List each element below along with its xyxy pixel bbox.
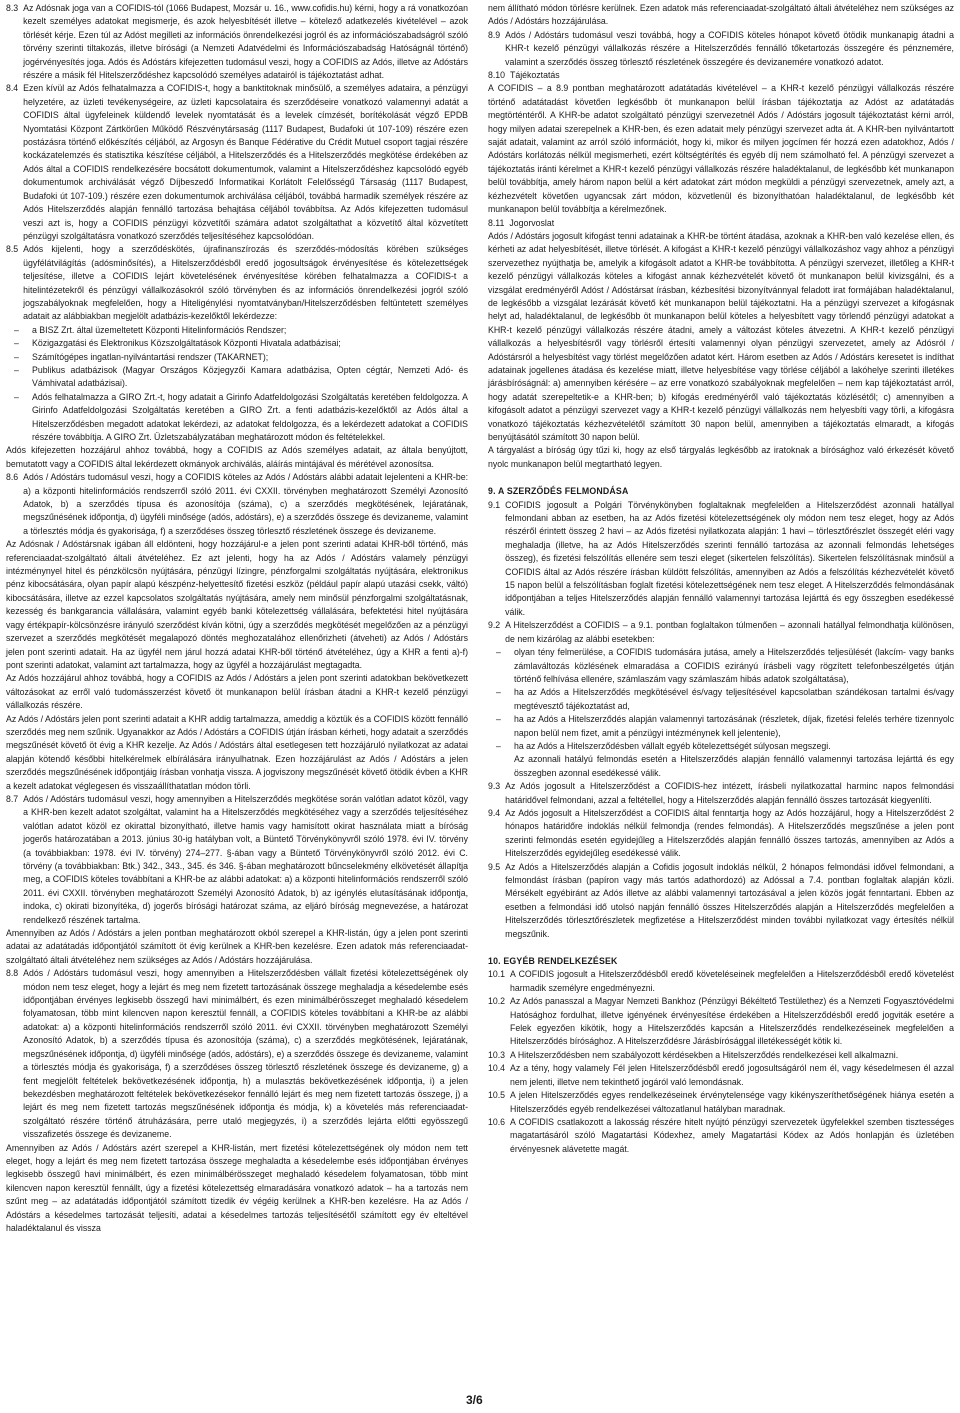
section-8-11 (488, 217, 954, 230)
paragraph: Az Adós jogosult a Hitelszerződést a COFIDIS által fenntartja hogy az Adós hozzájárul, hogy a Hitelszerződést 2 hónapos határidőre indoklás nélkül felmondja (rendes felmondás). A Hitelszerződés megszűnése a jelen pont szerinti felmondás esetén egyidejűleg a Hitelszerződés alapján fennálló összes tartozás, amennyiben az Adós a Hitelszerződés egyidejűleg esedékessé válik. (505, 807, 954, 859)
paragraph: Az Adósnak joga van a COFIDIS-tól (1066 Budapest, Mozsár u. 16., www.cofidis.hu) kérni, hogy a rá vonatkozóan kezelt személyes adatokat megismerje, és azok helyesbítését illetve – kötelező adatkezelés kivételével – azok törlését kérje. Ezen túl az Adóst megilleti az információs önrendelkezési jogról és az információszabadságról szóló törvény szerinti tiltakozás, illetve bírósági (a Nemzeti Adatvédelmi és Információszabadság Hatóságnál történő) jogérvényesítés joga. Adós és Adóstárs kifejezetten tudomásul veszi, hogy a COFIDIS az Adós, illetve az Adóstárs részére a másik fél Hitelszerződéshez kapcsolódó személyes adatairól is tájékoztatást adhat. (23, 3, 468, 81)
section-number: 8.6 (6, 472, 19, 483)
subheading: Tájékoztatás (510, 70, 560, 81)
section-number: 9.2 (488, 620, 501, 631)
list-item: – olyan tény felmerülése, a COFIDIS tudomására jutása, amely a Hitelszerződés teljesülését (lakcím- vagy banks zámlaváltozás közlésének elmaradása a COFIDIS ezirányú írásbeli vagy rögzített telefonbeszélgetés útján történő felhívása ellenére, számlaszám vagy számlaszám hibás adatok szolgáltatása), (496, 647, 954, 684)
section-number: 10.3 (488, 1049, 506, 1060)
paragraph: Az Adós jogosult a Hitelszerződést a COFIDIS-hez intézett, írásbeli nyilatkozattal harminc napos felmondási határidővel felmondani, azzal a feltétellel, hogy a Hitelszerződés alapján fennálló összes tartozását kiegyenlíti. (505, 781, 954, 805)
section-number: 10.2 (488, 996, 506, 1007)
section-number: 10.6 (488, 1116, 506, 1127)
list-item: – Publikus adatbázisok (Magyar Országos Közjegyzői Kamara adatbázisa, Opten cégtár, Nemzeti Adó- és Vámhivatal adatbázisai). (14, 364, 468, 389)
section-8-10 (488, 69, 954, 82)
section-9-2 (488, 619, 954, 646)
section-9-3 (488, 780, 954, 807)
section-number: 8.11 (488, 217, 505, 228)
paragraph: Amennyiben az Adós / Adóstárs a jelen pontban meghatározott okból szerepel a KHR-listán, úgy a jelen pont szerinti adatai az adatátadás időpontjától számított öt évig kerülnek a KHR-ben kezelésre. Ezen adatok más referenciaadat-szolgáltató általi átvételéhez nem szükséges az Adós / Adóstárs hozzájárulása. (6, 928, 468, 965)
section-number: 8.8 (6, 968, 19, 979)
left-column (6, 2, 468, 1235)
paragraph: A Hitelszerződésben nem szabályozott kérdésekben a Hitelszerződés rendelkezései kell alkalmazni. (510, 1049, 899, 1060)
section-number: 8.9 (488, 29, 501, 40)
paragraph: Adós / Adóstárs tudomásul veszi, hogy a COFIDIS köteles az Adós / Adóstárs alábbi adatait lejelenteni a KHR-be: a) a központi hitelinformációs rendszerről szóló 2011. évi CXXII. törvényben meghatározott Személyi Azonosító Adatok, b) a szerződés típusa és azonosítója (száma), c) a szerződés megkötésének, lejáratának, megszűnésének időpontja, d) ügyféli minősége (adós, adóstárs), e) a szerződés összege és devizaneme, valamint a törlesztés módja és gyakorisága, f) a szerződéses összeg törlesztő részletének összege és devizaneme. (23, 472, 468, 536)
list-item: – Adós felhatalmazza a GIRO Zrt.-t, hogy adatait a Girinfo Adatfeldolgozási Szolgáltatás keretében feldolgozza. A Girinfo Adatfeldolgozási Szolgáltatás keretében a GIRO Zrt. a fenti adatbázis-kezelőktől az Adós által a Hitelszerződésben megadott adatokat lekérdezi, az adatokat feldolgozza, és a lekérdezett adatokat a COFIDIS részére továbbítja. A GIRO Zrt. Üzletszabályzatában meghatározott módon és feltételekkel. (14, 391, 468, 442)
subheading: Jogorvoslat (509, 217, 555, 228)
paragraph: Az Adósnak / Adóstársnak igában áll eldönteni, hogy hozzájárul-e a jelen pont szerinti adatai KHR-ből történő, más referenciaadat-szolgáltató általi átvételéhez. Ez azt jelenti, hogy ha az Adós / Adóstárs valamely pénzügyi intézménynyel hitel és pénzkölcsön nyújtására, pénzügyi lízingre, pénzforgalmi szolgáltatás nyújtására, elektronikus pénz kibocsátására, olyan papír alapú készpénz-helyettesítő fizetési eszköz (például papír alapú utazási csekk, váltó) kibocsátására, illetve az ezzel kapcsolatos szolgáltatás nyújtására, amely nem minősül pénzforgalmi szolgáltatásnak, kezesség és bankgarancia vállalására, valamint egyéb banki kötelezettség vállalására, befektetési hitel nyújtására vagy értékpapír-kölcsönzésre irányuló szerződést kíván kötni, úgy a szerződés megkötését megelőzően az a pénzügyi szervezet a szerződés megkötését megalapozó döntés meghozatalához ellenőrizheti (átveheti) az Adós / Adóstárs jelen pont szerinti adatait. Ha az ügyfél nem járul hozzá adatai KHR-ből történő átvételéhez, úgy a KHR a fenti a)-f) pont szerinti adatokat, valamint azt tartalmazza, hogy az ügyfél a hozzájárulást megtagadta. (6, 539, 468, 670)
paragraph: A Hitelszerződést a COFIDIS – a 9.1. pontban foglaltakon túlmenően – azonnali hatállyal felmondhatja különösen, de nem kizárólag az alábbi esetekben: (505, 620, 954, 644)
section-8-6 (6, 471, 468, 538)
list-item: – ha az Adós a Hitelszerződés alapján valamennyi tartozásának (részletek, díjak, fizetési felelés terhére tizennyolc napon belül nem fizet, amit a pénzügyi intézménynek kell jelentenie), (496, 714, 954, 738)
section-heading-10: 10. EGYÉB RENDELKEZÉSEK (488, 956, 618, 967)
section-number: 8.7 (6, 793, 19, 804)
paragraph: Adós / Adóstárs jogosult kifogást tenni adatainak a KHR-be történt átadása, azoknak a KHR-ben való kezelése ellen, és kérheti az adat helyesbítését, illetve törlését. A kifogást a KHR-t kezelő pénzügyi vállalkozáshoz vagy ahhoz a pénzügyi szervezethez nyújthatja be, amelyik a kifogásolt adatot a KHR-be továbbította. A pénzügyi szervezet, illetőleg a KHR-t kezelő pénzügyi vállalkozás köteles a kifogást annak kézhezvételét követő öt munkanapon belül kivizsgálni, és a vizsgálat eredményéről Adóst / Adóstársat írásban, kézbesítési bizonyítvánnyal feladott irat formájában haladéktalanul, de legkésőbb a vizsgálat lezárását követő két munkanapon belül tájékoztatni. Ha a pénzügyi szervezet a kifogásnak helyt ad, haladéktalanul, de legkésőbb öt munkanapon belül köteles a helyesbített vagy törlendő pénzügyi adatokat a KHR-t kezelő pénzügyi vállalkozás részére átadni, amely a változást köteles átvezetni. A KHR-t kezelő pénzügyi vállalkozás a helyesbítésről vagy törlésről értesíti valamennyi olyan pénzügyi szervezetet, amely az Adósról / Adóstársról a helyesbítést vagy törlést megelőzően adatot kért. Három esetben az Adós / Adóstárs keresetet is indíthat adatainak jogellenes átadása és kezelése miatt, illetve helyesbítése vagy törlése céljából a lakóhelye szerinti illetékes járásbíróságnál: a) amennyiben kérésére – az erre vonatkozó szabályoknak megfelelően – nem kap tájékoztatást arról, hogy adatát szerepeltetik-e a KHR-ben; b) kifogás eredményéről való tájékoztatás közlésétől; c) amennyiben a kifogásolt adatot a pénzügyi szervezet vagy a KHR-t kezelő pénzügyi vállalkozás nem helyesbíti vagy törli, a kifogásra vonatkozó tájékoztatás kézhezvételétől számított 30 napon belül, amennyiben a tájékoztatás elmaradt, a kifogás benyújtásától számított 30 napon belül. (488, 230, 954, 442)
section-9-4 (488, 807, 954, 861)
list-item: – a BISZ Zrt. által üzemeltetett Központi Hitelinformációs Rendszer; (14, 324, 287, 335)
paragraph: Az Adós a Hitelszerződés alapján a Cofidis jogosult indoklás nélkül, 2 hónapos felmondási idővel felmondani, a felmondást írásban (papíron vagy más tartós adathordozó) az Adóssal a 7.4. pontban foglaltak alapján közli. Mérsékelt egyébiránt az Adós illetve az alábbi valamennyi tartozásával a jelen közös jogát fenntartani. Ebben az esetben a felmondási idő utolsó napján fennálló összes Hitelszerződés alapján a Hitelszerződés megfelelően a Hitelszerződés törlesztőrészletek megfizetése a Hitelszerződést minden további nyilatkozat vagy értesítés nélkül megszűnik. (505, 861, 954, 939)
section-number: 9.5 (488, 861, 501, 872)
section-10-2 (488, 995, 954, 1049)
section-number: 8.5 (6, 244, 19, 255)
paragraph: A jelen Hitelszerződés egyes rendelkezéseinek érvénytelensége vagy kikényszeríthetőségének hiánya esetén a Hitelszerződés egyéb rendelkezései változatlanul hatályban maradnak. (510, 1090, 954, 1114)
section-10-4 (488, 1062, 954, 1089)
section-10-3 (488, 1049, 954, 1062)
paragraph: Adós kifejezetten hozzájárul ahhoz továbbá, hogy a COFIDIS az Adós személyes adatait, az általa benyújtott, bemutatott vagy a COFIDIS által lekérdezett okmányok archiválás, aláírás mintájával és mérétével azonosítsa. (6, 445, 468, 469)
list-item: – ha az Adós a Hitelszerződésben vállalt egyéb kötelezettségét súlyosan megszegi. (496, 740, 831, 751)
paragraph: A COFIDIS csatlakozott a lakosság részére hitelt nyújtó pénzügyi szervezetek ügyfelekkel szemben tisztességes magatartásáról szóló Magatartási Kódexhez, amely Magatartási Kódex az Adós honlapján és üzletében érvényesnek alávetette magát. (510, 1116, 954, 1154)
paragraph: Az Adós hozzájárul ahhoz továbbá, hogy a COFIDIS az Adós / Adóstárs a jelen pont szerinti adatokban bekövetkezett változásokat az erről való tudomásszerzést követő öt munkanapon belül írásban átadni a KHR-t kezelő pénzügyi vállalkozás részére. (6, 673, 468, 711)
section-8-5 (6, 243, 468, 323)
section-number: 10.1 (488, 969, 506, 980)
paragraph: Adós / Adóstárs tudomásul veszi, hogy amennyiben a Hitelszerződés megkötése során valótlan adatot közöl, vagy a KHR-ben kezelt adatot szolgáltat, valamint ha a Hitelszerződés megkötéséhez vagy a szerződés teljesítéséhez valótlan adatot közöl ez okirattal bizonyítható, illetve hamis vagy hamisított okirat használata miatt a bíróság jogerős határozatában a 2013. június 30-ig hatályban volt, a Büntető Törvénykönyvről szóló 1978. évi IV. törvény (a továbbiakban: 1978. évi IV. törvény) 274–277. §-ában vagy a Büntető Törvénykönyvről szóló 2012. évi C. törvény (a továbbiakban: Btk.) 342., 343., 345. és 346. §-ában meghatározott bűncselekmény elkövetését állapítja meg, a COFIDIS köteles továbbítani a KHR-be az alábbi adatokat: a) a központi hitelinformációs rendszerről szóló 2011. évi CXXII. törvényben meghatározott Személyi Azonosító Adatok, b) az igénylés elutasításának időpontja, indoka, c) okirati bizonyítéka, d) jogerős bírósági határozat száma, az eljáró bíróság megnevezése, a határozat rendelkező részének tartalma. (23, 793, 468, 925)
section-8-9 (488, 29, 954, 69)
paragraph: Amennyiben az Adós / Adóstárs azért szerepel a KHR-listán, mert fizetési kötelezettségének oly módon nem tett eleget, hogy a lejárt és meg nem fizetett tartozása összege meghaladta a késedelembe esés időpontjában érvényes legkisebb összegű havi minimálbért, és ezen minimálbérösszeget meghaladó késedelem folyamatosan, több mint kilencven napon keresztül fennállt, úgy a fizetési kötelezettség elmaradására vonatkozó adatok – ha a tartozás nem szűnt meg – az adatátadás időpontjától számított tizedik év végéig kerülnek a KHR-ben kezelésre. Ha az Adós / Adóstárs a késedelmes tartozását teljesíti, adatai a késedelmes tartozás teljesítésétől számított egy év elteltével haladéktalanul és vissza (6, 1142, 468, 1233)
section-10-6 (488, 1116, 954, 1156)
section-8-3 (6, 2, 468, 82)
list-item: – ha az Adós a Hitelszerződés megkötésével és/vagy teljesítésével kapcsolatban szándékosan tartalmi és/vagy megtévesztő tájékoztatást ad, (496, 687, 954, 711)
section-number: 8.4 (6, 83, 19, 94)
section-8-4 (6, 82, 468, 243)
section-number: 10.5 (488, 1090, 506, 1101)
paragraph: Adós / Adóstárs tudomásul veszi továbbá, hogy a COFIDIS köteles hónapot követő ötödik munkanapig átadni a KHR-t kezelő pénzügyi vállalkozás részére a Hitelszerződés fennálló tőketartozás összegére és pénznemére, valamint a szerződés összeg törlesztő részletének összegére és devizanemére vonatkozó adatot. (505, 29, 954, 67)
list-item: – Közigazgatási és Elektronikus Közszolgáltatások Központi Hivatala adatbázisai; (14, 338, 341, 349)
section-number: 8.10 (488, 70, 506, 81)
paragraph: A COFIDIS – a 8.9 pontban meghatározott adatátadás kivételével – a KHR-t kezelő pénzügyi vállalkozás részére történő adatátadást követően legkésőbb öt munkanapon belül írásban tájékoztatja az Adóst az adatátadás megtörténtéről. A KHR-be adatot szolgáltató pénzügyi szervezetnél Adós / Adóstárs jogosult tájékoztatást kérni arról, hogy milyen adatai szerepelnek a KHR-ben, és ezen adatait mely pénzügyi szervezet adta át. A KHR-ben nyilvántartott saját adatait, valamint az arról szóló információt, hogy ki, mikor és milyen jogcímen fér hozzá ezen adatokhoz, Adós / Adóstárs korlátozás nélkül megismerheti, ezért költségtérítés és egyéb díj nem számolható fel. A pénzügyi szervezet a tájékoztatás iránti kérelmet a KHR-t kezelő pénzügyi vállalkozás részére haladéktalanul, de legkésőbb két munkanapon belül továbbítja, amely három napon belül a kért adatokat zárt módon megküldi a pénzügyi szervezetnek, amely azt, a kézhezvételt követően ugyancsak zárt módon, közvetlenül és bizonyíthatóan haladéktalanul, de legkésőbb két munkanapon belül továbbítja a kérelmezőnek. (488, 83, 954, 215)
right-column (488, 2, 954, 1156)
paragraph: Ezen kívül az Adós felhatalmazza a COFIDIS-t, hogy a banktitoknak minősülő, a személyes adataira, a pénzügyi helyzetére, az üzleti tevékenységeire, az üzleti kapcsolataira és szerződéseire vonatkozó valamennyi adatát a COFIDIS által ügyfeleinek küldendő levelek nyomtatását és a levelek címzését, borítékolását végző EPDB Nyomtatási Központ Zártkörűen Működő Részvénytársaság (1117 Budapest, Budafoki út 107-109) részére ezen postázásra történő előkészítés céljából, az Argosyn és Banque Fédérative du Crédit Mutuel csoport tagjai részére kockázatelemzés és statisztika készítése céljából, a Hitelszerződés és a Hitelszerződés megkötése érdekében az Adós által a COFIDIS rendelkezésére bocsátott dokumentumok, valamint a Hitelszerződéshez kapcsolódó egyéb dokumentumok archiválását végző Díjbeszedő Informatikai Korlátolt Felelősségű Társaság (1117 Budapest, Budafoki út 107-109.) részére ezen dokumentumok archiválása céljából, továbbá harmadik személyek részére az Adós Hitelszerződés alapján fennálló tartozása behajtása céljából továbbítsa. Az Adós kifejezetten tudomásul veszi azt is, hogy a COFIDIS pénzügyi közvetítői számára adatot szolgáltathat a közvetítő által közvetített pénzügyi szolgáltatásra vonatkozó szerződés teljesítéséhez kapcsolódóan. (23, 83, 468, 241)
section-heading-9: 9. A SZERZŐDÉS FELMONDÁSA (488, 486, 629, 497)
section-9-1 (488, 499, 954, 620)
section-number: 8.3 (6, 3, 19, 13)
paragraph: A tárgyalást a bíróság úgy tűzi ki, hogy az első tárgyalás legkésőbb az iratoknak a bírósághoz való érkezését követő nyolc munkanapon belül megtartható legyen. (488, 445, 954, 469)
paragraph: Adós kijelenti, hogy a szerződéskötés, újrafinanszírozás és szerződés-módosítás körében szükséges ügyfélátvilágítás (adósminősítés), a Hitelszerződésből eredő jogosultságok érvényesítése és kötelezettségek teljesítése, illetve a COFIDIS lejárt követelésének érvényesítése körében felhatalmazza a COFIDIS-t a hitelintézetekről és pénzügyi vállalkozásokról szóló törvényben és az információs önrendelkezési jogról szóló jogszabályoknak megfelelően, hogy a Hiteligénylési nyomtatványban/Hitelszerződésben feltüntetett személyes adatait az alábbiakban megjelölt adatbázis-kezelőktől lekérdezze: (23, 244, 468, 322)
section-10-5 (488, 1089, 954, 1116)
section-10-1 (488, 968, 954, 995)
page-number: 3/6 (466, 1393, 483, 1407)
section-number: 10.4 (488, 1063, 506, 1074)
paragraph: Az azonnali hatályú felmondás esetén a Hitelszerződés alapján fennálló valamennyi tartozása lejárttá és egy összegben azonnal esedékessé válik. (514, 754, 954, 778)
section-number: 9.1 (488, 499, 501, 510)
section-8-7 (6, 793, 468, 927)
paragraph: COFIDIS jogosult a Polgári Törvénykönyben foglaltaknak megfelelően a Hitelszerződést azonnali hatállyal felmondani abban az esetben, ha az Adós fizetési kötelezettségének oly módon nem tesz eleget, hogy az Adós részéről érintett összeg 2 havi – az Adós fizetési nyilatkozata alapján: 1 havi – törlesztőrészlet összegét eléri vagy meghaladja (illetve, ha az Adós Hitelszerződés szerinti fennálló tartozása az azonnali felmondás lehetséges összeg), és fizetési felszólítás ellenére sem teszi eleget (sikertelen felszólítás). Sikertelen felszólításnak minősül a COFIDIS által az Adós részére írásban küldött felszólítás, amennyiben az Adós a felszólítás kézhezvételét követő 15 napon belül a felszólításban foglalt fizetési kötelezettségének nem tesz eleget. A Hitelszerződés felmondásának időpontjában a teljes Hitelszerződés alapján fennálló valamennyi tartozása lejárttá és egy összegben esedékessé válik. (505, 499, 954, 617)
section-8-8 (6, 967, 468, 1141)
paragraph: Adós / Adóstárs tudomásul veszi, hogy amennyiben a Hitelszerződésben vállalt fizetési kötelezettségének oly módon nem tesz eleget, hogy a lejárt és meg nem fizetett tartozásának összege meghaladja a késedelembe esés időpontjában érvényes legkisebb összegű havi minimálbért, és ezen minimálbérösszeget meghaladó késedelem folyamatosan, több mint kilencven napon keresztül fennáll, a COFIDIS köteles továbbítani a KHR-be az alábbi adatokat: a) a központi hitelinformációs rendszerről szóló 2011. évi CXXII. törvényben meghatározott Személyi Azonosító Adatok, b) a szerződés típusa és azonosítója (száma), c) a szerződés megkötésének, lejáratának, megszűnésének időpontja, d) ügyféli minősége (adós, adóstárs), e) a szerződés összege és devizaneme, valamint a törlesztés módja és gyakorisága, f) a szerződéses összeg törlesztő részletének összege és devizaneme, g) a fent megjelölt feltételek bekövetkezésének időpontja, h) a mulasztás bekövetkezésének időpontja, i) a jelen bekezdésben meghatározott feltételek bekövetkezésekor fennálló lejárt és meg nem fizetett tartozás összege, j) a lejárt és meg nem fizetett tartozás megszűnésének időpontja és módja, k) a követelés más referenciaadat-szolgáltató részére történő átruházására, perre utaló megjegyzés, i) a szerződés lejárta előtti egyösszegű visszafizetés összege és devizaneme. (23, 968, 468, 1140)
section-number: 9.3 (488, 781, 501, 792)
paragraph: Az Adós panasszal a Magyar Nemzeti Bankhoz (Pénzügyi Békéltető Testülethez) és a Nemzeti Fogyasztóvédelmi Hatósághoz fordulhat, illetve igényének érvényesítése érdekében a Hitelszerződésből eredő jogviták esetére a Felek egyezően kikötik, hogy a Hitelszerződés kapcsán a Hitelszerződés rendelkezéseinek megfelelően a Hitelszerződés bírósághoz. A Hitelszerződésre Járásbírósággal illetékességét kötik ki. (510, 996, 954, 1047)
section-number: 9.4 (488, 807, 501, 818)
list-item: – Számítógépes ingatlan-nyilvántartási rendszer (TAKARNET); (14, 351, 269, 362)
paragraph: Az a tény, hogy valamely Fél jelen Hitelszerződésből eredő jogosultságáról nem él, vagy késedelmesen él azzal nem jelenti, illetve nem tekinthető jogáról való lemondásnak. (510, 1063, 954, 1087)
paragraph: A COFIDIS jogosult a Hitelszerződésből eredő követeléseinek megfelelően a Hitelszerződésből eredő követelést harmadik személyre engedményezni. (510, 969, 954, 993)
paragraph: nem állítható módon törlésre kerülnek. Ezen adatok más referenciaadat-szolgáltató általi átvételéhez nem szükséges az Adós / Adóstárs hozzájárulása. (488, 3, 954, 27)
paragraph: Az Adós / Adóstárs jelen pont szerinti adatait a KHR addig tartalmazza, ameddig a köztük és a COFIDIS között fennálló szerződés meg nem szűnik. Ugyanakkor az Adós / Adóstárs a COFIDIS útján írásban kérheti, hogy adatait a szerződés megszűnését követő öt évig a KHR kezelje. Az Adós / Adóstárs által esetlegesen tett hozzájáruló nyilatkozat az adatai alapján kötendő későbbi hitelkérelmek elbírálására irányulhatnak. Ezen hozzájárulást az Adós / Adóstárs a jelen szerződés megszűnésének időpontjáig írásban vonhatja vissza. A jogviszony megszűnését követő ötödik évben a KHR a kezelt adatokat véglegesen és visszaállíthatatlan módon törli. (6, 713, 468, 791)
section-9-5 (488, 861, 954, 941)
